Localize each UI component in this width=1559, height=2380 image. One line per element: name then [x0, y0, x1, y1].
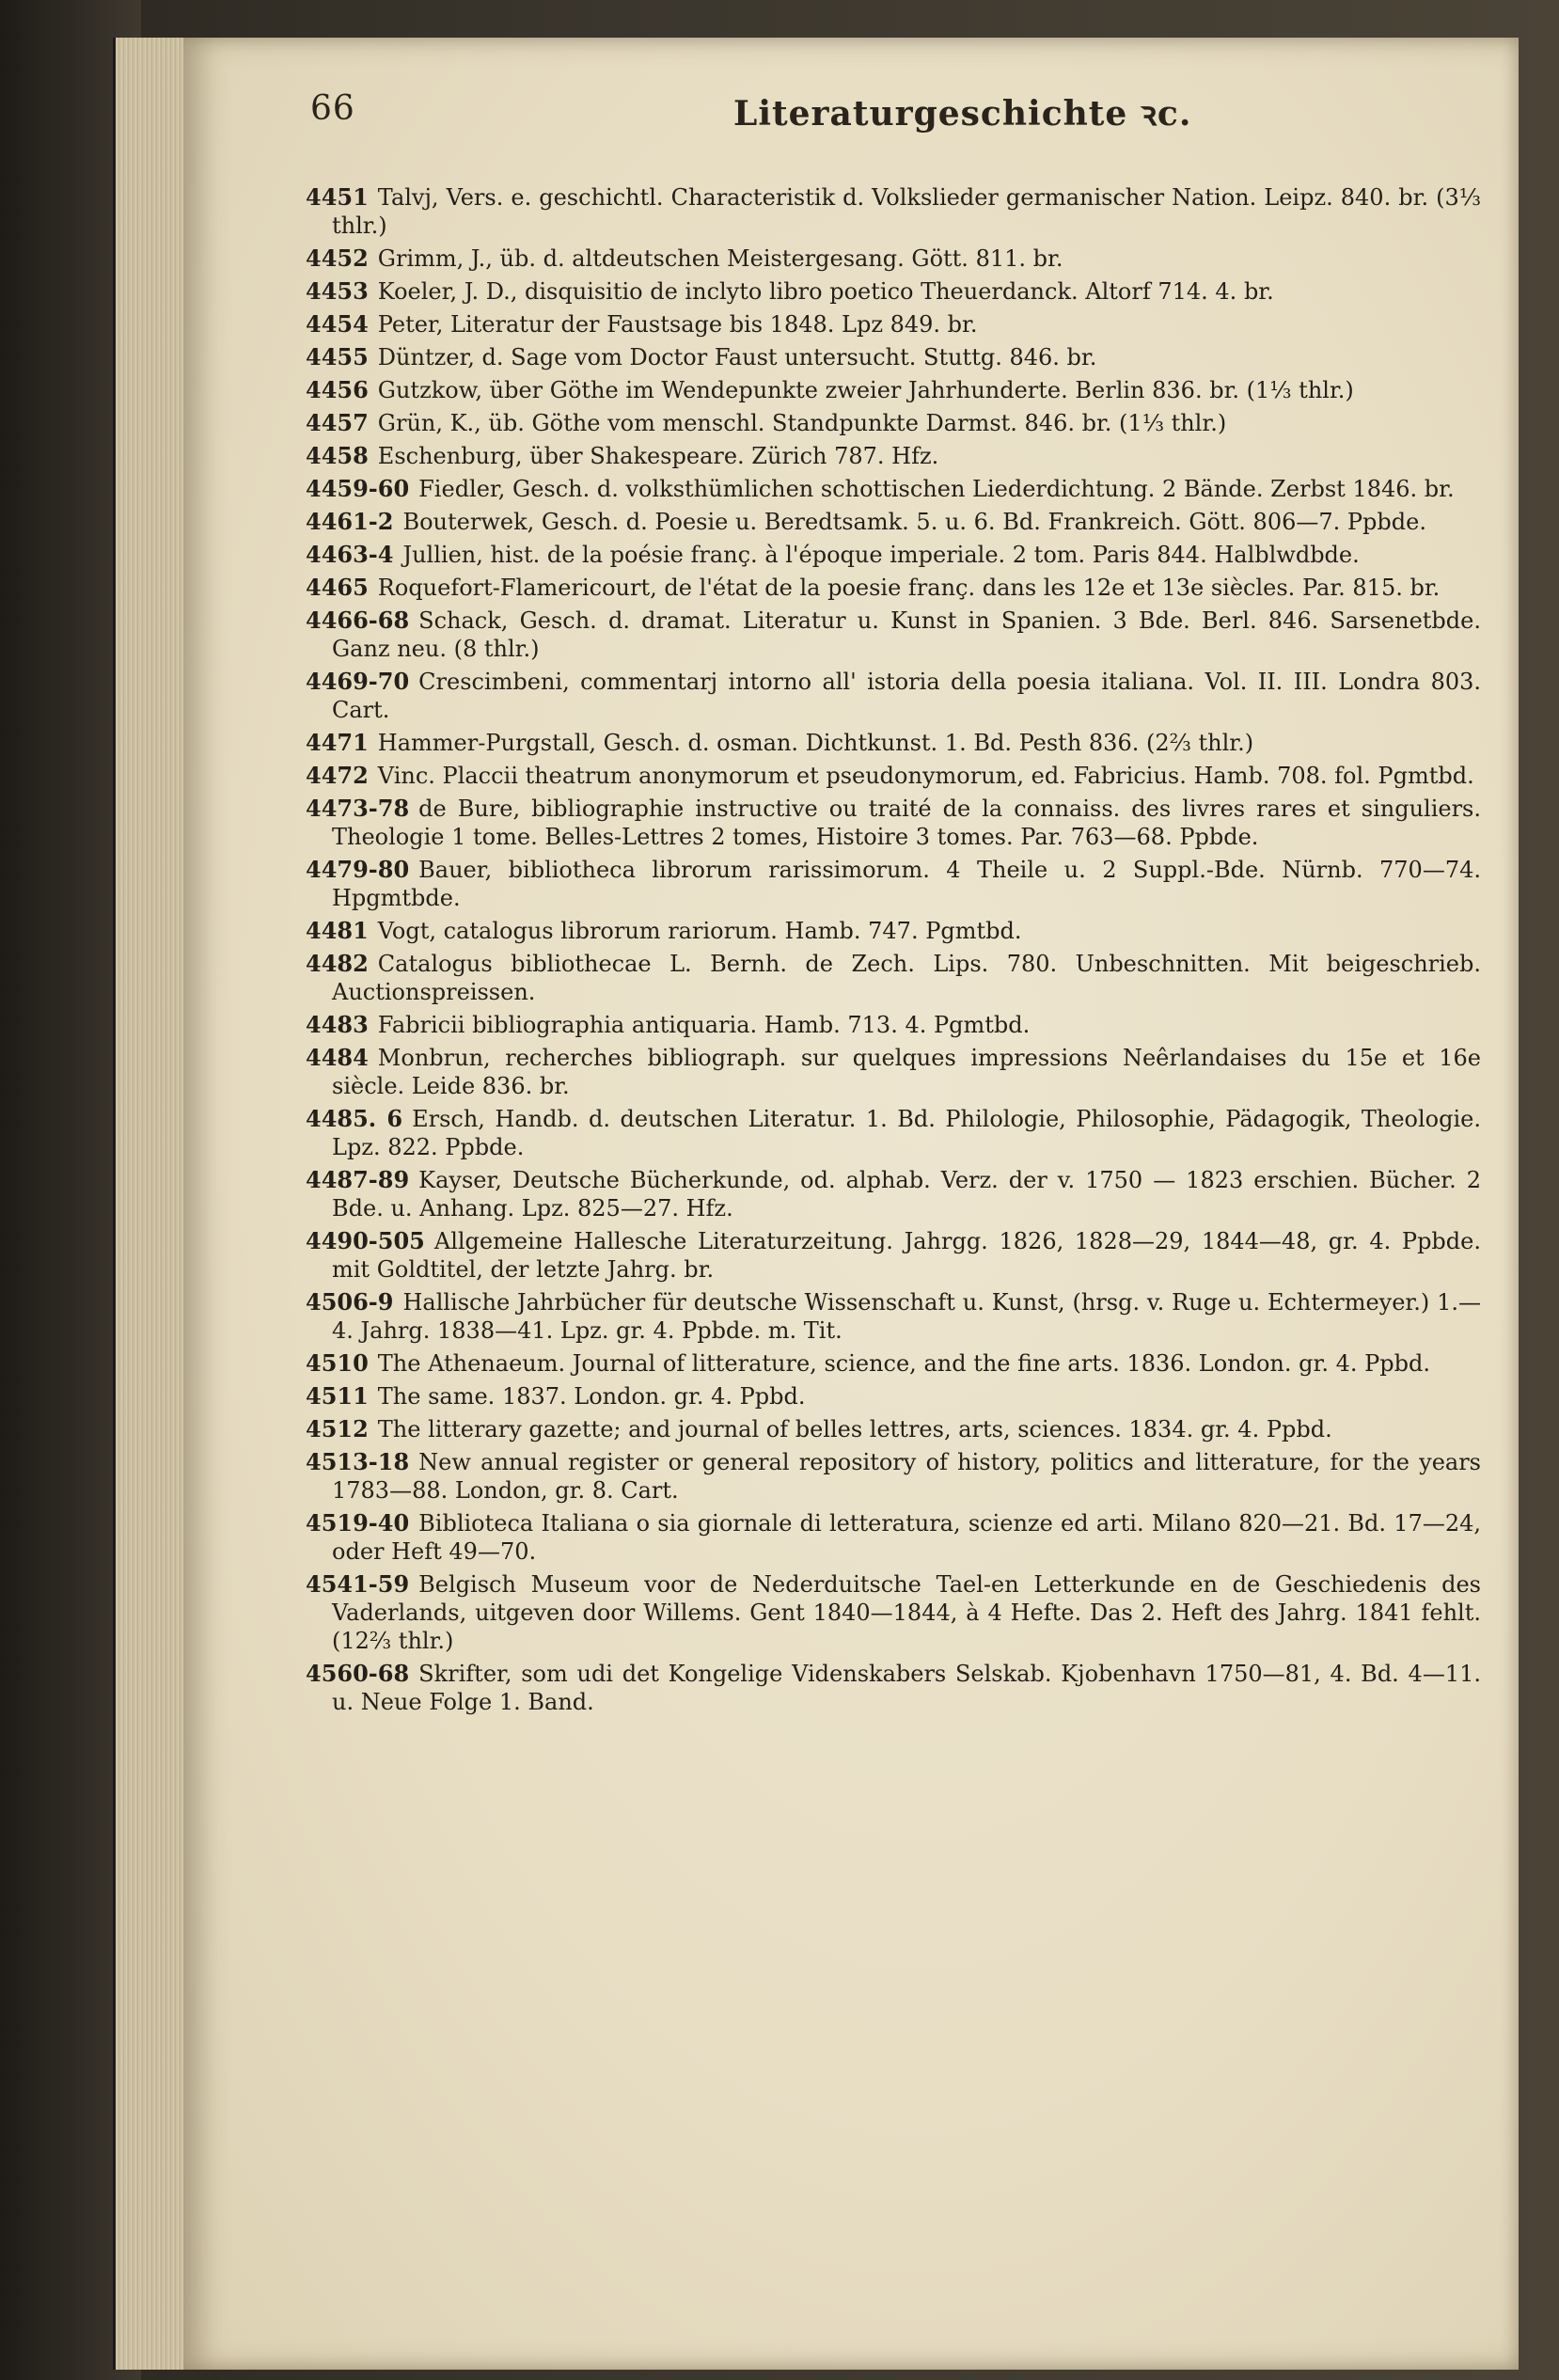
entry-number: 4485. 6	[306, 1105, 403, 1132]
catalogue-entry	[306, 442, 1481, 470]
entry-text: Bouterwek, Gesch. d. Poesie u. Beredtsamk. 5. u. 6. Bd. Frankreich. Gött. 806—7. Ppbde.	[402, 509, 1426, 535]
entry-number: 4463-4	[306, 541, 394, 568]
entry-number: 4483	[306, 1011, 369, 1038]
entry-text: Vinc. Placcii theatrum anonymorum et pseudonymorum, ed. Fabricius. Hamb. 708. fol. Pgmtbd.	[377, 763, 1474, 789]
catalogue-entry	[306, 574, 1481, 602]
catalogue-entry	[306, 508, 1481, 536]
catalogue-entry	[306, 729, 1481, 757]
entry-number: 4457	[306, 409, 369, 436]
catalogue-entry	[306, 668, 1481, 724]
entry-number: 4510	[306, 1349, 369, 1377]
entry-text: Eschenburg, über Shakespeare. Zürich 787. Hfz.	[377, 443, 939, 469]
entry-number: 4484	[306, 1044, 369, 1071]
entry-number: 4458	[306, 442, 369, 469]
entry-number: 4482	[306, 950, 369, 977]
entry-text: Grimm, J., üb. d. altdeutschen Meistergesang. Gött. 811. br.	[377, 245, 1063, 272]
entry-number: 4519-40	[306, 1509, 410, 1537]
catalogue-entry	[306, 1382, 1481, 1411]
entry-text: Koeler, J. D., disquisitio de inclyto libro poetico Theuerdanck. Altorf 714. 4. br.	[377, 278, 1274, 305]
entry-number: 4453	[306, 277, 369, 305]
catalogue-entry	[306, 409, 1481, 437]
entry-number: 4469-70	[306, 668, 410, 695]
entry-text: Fabricii bibliographia antiquaria. Hamb. 713. 4. Pgmtbd.	[377, 1012, 1031, 1038]
entry-number: 4466-68	[306, 607, 410, 634]
entry-number: 4560-68	[306, 1660, 410, 1687]
entry-text: New annual register or general repository of history, politics and litterature, for the years 1783—88. London, gr. 8. Cart.	[332, 1449, 1481, 1504]
catalogue-entry	[306, 762, 1481, 790]
entry-text: Hallische Jahrbücher für deutsche Wissenschaft u. Kunst, (hrsg. v. Ruge u. Echtermeyer.) 1.—4. Jahrg. 1838—41. Lpz. gr. 4. Ppbde. m. Tit.	[332, 1289, 1481, 1344]
catalogue-entry	[306, 310, 1481, 339]
catalogue-entry	[306, 1288, 1481, 1345]
entry-text: Kayser, Deutsche Bücherkunde, od. alphab. Verz. der v. 1750 — 1823 erschien. Bücher. 2 Bde. u. Anhang. Lpz. 825—27. Hfz.	[332, 1167, 1481, 1222]
entry-text: de Bure, bibliographie instructive ou traité de la connaiss. des livres rares et singuliers. Theologie 1 tome. Belles-Lettres 2 tomes, Histoire 3 tomes. Par. 763—68. Ppbde.	[332, 796, 1481, 850]
entry-text: Monbrun, recherches bibliograph. sur quelques impressions Neêrlandaises du 15e et 16e siècle. Leide 836. br.	[332, 1045, 1481, 1099]
entry-number: 4459-60	[306, 475, 410, 502]
catalogue-entry	[306, 795, 1481, 851]
entry-number: 4481	[306, 917, 369, 944]
entry-text: Jullien, hist. de la poésie franç. à l'époque imperiale. 2 tom. Paris 844. Halblwdbde.	[402, 542, 1360, 568]
entry-number: 4479-80	[306, 856, 410, 883]
entry-number: 4506-9	[306, 1288, 394, 1316]
catalogue-entry	[306, 950, 1481, 1006]
catalogue-entry	[306, 244, 1481, 273]
entry-number: 4471	[306, 729, 369, 756]
entry-text: Catalogus bibliothecae L. Bernh. de Zech. Lips. 780. Unbeschnitten. Mit beigeschrieb. Auctionspreissen.	[332, 951, 1481, 1005]
entry-text: Bauer, bibliotheca librorum rarissimorum. 4 Theile u. 2 Suppl.-Bde. Nürnb. 770—74. Hpgmtbde.	[332, 857, 1481, 911]
catalogue-entry	[306, 277, 1481, 306]
entry-number: 4454	[306, 310, 369, 338]
entry-text: The same. 1837. London. gr. 4. Ppbd.	[377, 1383, 806, 1410]
entry-text: Hammer-Purgstall, Gesch. d. osman. Dichtkunst. 1. Bd. Pesth 836. (2⅔ thlr.)	[377, 730, 1254, 756]
entry-text: Düntzer, d. Sage vom Doctor Faust untersucht. Stuttg. 846. br.	[377, 344, 1097, 370]
catalogue-entry	[306, 1044, 1481, 1100]
catalogue-entry	[306, 1415, 1481, 1443]
entry-number: 4511	[306, 1382, 369, 1410]
entry-number: 4456	[306, 376, 369, 403]
entry-number: 4487-89	[306, 1166, 410, 1193]
catalogue-entry	[306, 1509, 1481, 1566]
entry-number: 4512	[306, 1415, 369, 1442]
running-title: Literaturgeschichte ꝛc.	[733, 94, 1192, 134]
entry-number: 4465	[306, 574, 369, 601]
entry-text: The Athenaeum. Journal of litterature, science, and the fine arts. 1836. London. gr. 4. Ppbd.	[377, 1350, 1430, 1377]
entry-number: 4490-505	[306, 1227, 425, 1254]
page-header	[310, 89, 1503, 146]
catalogue-entry	[306, 475, 1481, 503]
catalogue-entry	[306, 1349, 1481, 1378]
entry-text: Belgisch Museum voor de Nederduitsche Tael-en Letterkunde en de Geschiedenis des Vaderlands, uitgeven door Willems. Gent 1840—1844, à 4 Hefte. Das 2. Heft des Jahrg. 1841 fehlt. (12⅔ thlr.)	[332, 1571, 1481, 1654]
catalogue-entry	[306, 1570, 1481, 1655]
entry-text: The litterary gazette; and journal of belles lettres, arts, sciences. 1834. gr. 4. Ppbd.	[377, 1416, 1332, 1442]
entry-text: Talvj, Vers. e. geschichtl. Characteristik d. Volkslieder germanischer Nation. Leipz. 840. br. (3⅓ thlr.)	[332, 184, 1481, 239]
catalogue-entry	[306, 1011, 1481, 1039]
page-number: 66	[310, 89, 355, 128]
entry-text: Skrifter, som udi det Kongelige Videnskabers Selskab. Kjobenhavn 1750—81, 4. Bd. 4—11. u. Neue Folge 1. Band.	[332, 1661, 1481, 1715]
entry-number: 4473-78	[306, 795, 410, 822]
entry-text: Ersch, Handb. d. deutschen Literatur. 1. Bd. Philologie, Philosophie, Pädagogik, Theologie. Lpz. 822. Ppbde.	[332, 1106, 1481, 1160]
catalogue-entries	[306, 183, 1481, 1721]
catalogue-entry	[306, 1448, 1481, 1505]
catalogue-entry	[306, 917, 1481, 945]
catalogue-entry	[306, 1105, 1481, 1161]
catalogue-entry	[306, 607, 1481, 663]
catalogue-entry	[306, 376, 1481, 404]
catalogue-entry	[306, 856, 1481, 912]
entry-text: Peter, Literatur der Faustsage bis 1848. Lpz 849. br.	[377, 311, 978, 338]
entry-number: 4451	[306, 183, 369, 211]
entry-text: Grün, K., üb. Göthe vom menschl. Standpunkte Darmst. 846. br. (1⅓ thlr.)	[377, 410, 1227, 436]
catalogue-entry	[306, 1166, 1481, 1222]
entry-text: Gutzkow, über Göthe im Wendepunkte zweier Jahrhunderte. Berlin 836. br. (1⅓ thlr.)	[377, 377, 1354, 403]
entry-number: 4541-59	[306, 1570, 410, 1598]
entry-number: 4452	[306, 244, 369, 272]
entry-number: 4472	[306, 762, 369, 789]
entry-text: Biblioteca Italiana o sia giornale di letteratura, scienze ed arti. Milano 820—21. Bd. 17—24, oder Heft 49—70.	[332, 1510, 1481, 1565]
entry-text: Fiedler, Gesch. d. volksthümlichen schottischen Liederdichtung. 2 Bände. Zerbst 1846. br.	[418, 476, 1455, 502]
catalogue-entry	[306, 343, 1481, 371]
entry-text: Roquefort-Flamericourt, de l'état de la poesie franç. dans les 12e et 13e siècles. Par. 815. br.	[377, 575, 1441, 601]
entry-text: Vogt, catalogus librorum rariorum. Hamb. 747. Pgmtbd.	[377, 918, 1022, 944]
entry-number: 4513-18	[306, 1448, 410, 1475]
catalogue-entry	[306, 1660, 1481, 1716]
entry-text: Schack, Gesch. d. dramat. Literatur u. Kunst in Spanien. 3 Bde. Berl. 846. Sarsenetbde. Ganz neu. (8 thlr.)	[332, 607, 1481, 662]
catalogue-entry	[306, 541, 1481, 569]
entry-text: Allgemeine Hallesche Literaturzeitung. Jahrgg. 1826, 1828—29, 1844—48, gr. 4. Ppbde. mit Goldtitel, der letzte Jahrg. br.	[332, 1228, 1481, 1283]
catalogue-entry	[306, 183, 1481, 240]
entry-text: Crescimbeni, commentarj intorno all' istoria della poesia italiana. Vol. II. III. Londra 803. Cart.	[332, 669, 1481, 723]
entry-number: 4461-2	[306, 508, 394, 535]
entry-number: 4455	[306, 343, 369, 370]
catalogue-entry	[306, 1227, 1481, 1284]
